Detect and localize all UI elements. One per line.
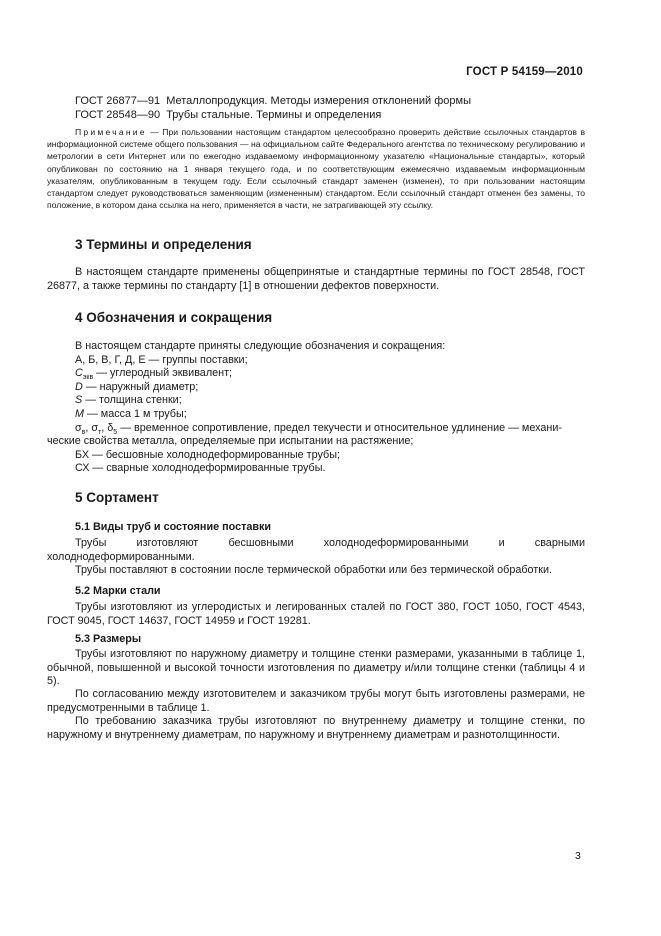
symbol-c-eq <box>47 367 585 381</box>
symbol-sigma-t-subscript: т <box>98 428 102 436</box>
subsection-5-3-text-2: По согласованию между изготовителем и заказчиком трубы могут быть изготовлены размерами, не предусмотренными в таблице 1. <box>47 688 585 714</box>
note-block <box>47 126 585 211</box>
subsection-5-1-text-2: Трубы поставляют в состоянии после термической обработки или без термической обработки. <box>75 564 552 576</box>
symbol-sigma-t: σ <box>91 421 99 434</box>
reference-title: Металлопродукция. Методы измерения отклонений формы <box>166 95 471 107</box>
reference-code: ГОСТ 26877—91 <box>75 95 161 107</box>
abbr-bx: БХ — бесшовные холоднодеформированные трубы; <box>75 448 340 461</box>
section-5-title: 5 Сортамент <box>75 490 159 505</box>
symbol-sigma-desc: — временное сопротивление, предел текучести и относительное удлинение — механи- <box>117 421 562 434</box>
symbol-d-desc: — наружный диаметр; <box>82 380 199 393</box>
section-3-title: 3 Термины и определения <box>75 237 252 252</box>
symbol-sigma-b: σ <box>75 421 82 434</box>
section-4-title: 4 Обозначения и сокращения <box>75 310 273 325</box>
note-label: Примечание <box>75 127 147 137</box>
reference-item <box>75 108 585 122</box>
symbol-m <box>47 408 585 422</box>
symbol-groups: А, Б, В, Г, Д, Е — группы поставки; <box>75 353 248 366</box>
reference-item <box>75 94 585 108</box>
symbol-c: C <box>75 367 83 380</box>
note-text: — При пользовании настоящим стандартом целесообразно проверить действие ссылочных стандартов в информационной системе общего пользования — на официальном сайте Федерального агентства по техническому регулированию и метрологии в сети Интернет или по ежегодно издаваемому информационному указателю «Национальные стандарты», который опубликован по состоянию на 1 января текущего года, и по соответствующим ежемесячно издаваемым информационным указателям, опубликованным в текущем году. Если ссылочный стандарт заменен (изменен), то при пользовании настоящим стандартом следует руководствоваться заменяющим (измененным) стандартом. Если ссылочный стандарт отменен без замены, то положение, в котором дана ссылка на него, применяется в части, не затрагивающей эту ссылку. <box>47 127 586 211</box>
symbol-m-desc: — масса 1 м трубы; <box>84 407 187 420</box>
symbol-delta-subscript: 5 <box>113 428 118 436</box>
symbol-sigma-desc-cont: ческие свойства металла, определяемые при испытании на растяжение; <box>47 435 414 448</box>
subsection-5-1-text-1: Трубы изготовляют бесшовными холоднодеформированными и сварными холоднодеформированными. <box>47 537 585 563</box>
symbol-s-desc: — толщина стенки; <box>82 394 182 407</box>
normative-references <box>75 94 585 122</box>
abbr-cx: СХ — сварные холоднодеформированные трубы. <box>75 462 326 475</box>
subsection-5-2-text: Трубы изготовляют из углеродистых и легированных сталей по ГОСТ 380, ГОСТ 1050, ГОСТ 4543, ГОСТ 9045, ГОСТ 14637, ГОСТ 14959 и ГОСТ 19281. <box>47 601 585 627</box>
symbol-delta: δ <box>107 421 114 434</box>
section-4-list <box>47 340 585 476</box>
section-3-text: В настоящем стандарте применены общепринятые и стандартные термины по ГОСТ 28548, ГОСТ 26877, а также термины по стандарту [1] в отношении дефектов поверхности. <box>47 266 585 292</box>
symbol-c-subscript: экв <box>82 374 94 382</box>
symbol-m-letter: M <box>75 407 84 420</box>
subsection-5-2-title: 5.2 Марки стали <box>75 585 161 597</box>
subsection-5-3-title: 5.3 Размеры <box>75 633 142 645</box>
symbols-intro: В настоящем стандарте приняты следующие обозначения и сокращения: <box>75 340 446 352</box>
reference-code: ГОСТ 28548—90 <box>75 109 161 121</box>
symbol-c-desc: — углеродный эквивалент; <box>93 367 233 380</box>
symbol-d-letter: D <box>75 380 83 393</box>
symbol-sigma-b-subscript: в <box>81 428 86 436</box>
standard-header: ГОСТ Р 54159—2010 <box>466 66 583 78</box>
symbol-d <box>47 381 585 395</box>
subsection-5-3-text-1: Трубы изготовляют по наружному диаметру и толщине стенки размерами, указанными в таблице 1, обычной, повышенной и высокой точности изготовления по диаметру и/или толщине стенки (таблицы 4 и 5). <box>47 648 585 688</box>
subsection-5-3-text-3: По требованию заказчика трубы изготовляют по внутреннему диаметру и толщине стенки, по наружному и внутреннему диаметрам, по наружному и внутреннему диаметрам и разнотолщинности. <box>47 715 585 741</box>
subsection-5-1-title: 5.1 Виды труб и состояние поставки <box>75 521 272 533</box>
symbol-s-letter: S <box>75 394 83 407</box>
symbol-sigma: $\sigma_в$, $\sigma_т$, $\delta_5$ — временное сопротивление, предел текучести и относительное удлинение — механи- <box>75 421 562 436</box>
symbol-s <box>47 394 585 408</box>
reference-title: Трубы стальные. Термины и определения <box>166 109 382 121</box>
page-number: 3 <box>575 850 581 862</box>
